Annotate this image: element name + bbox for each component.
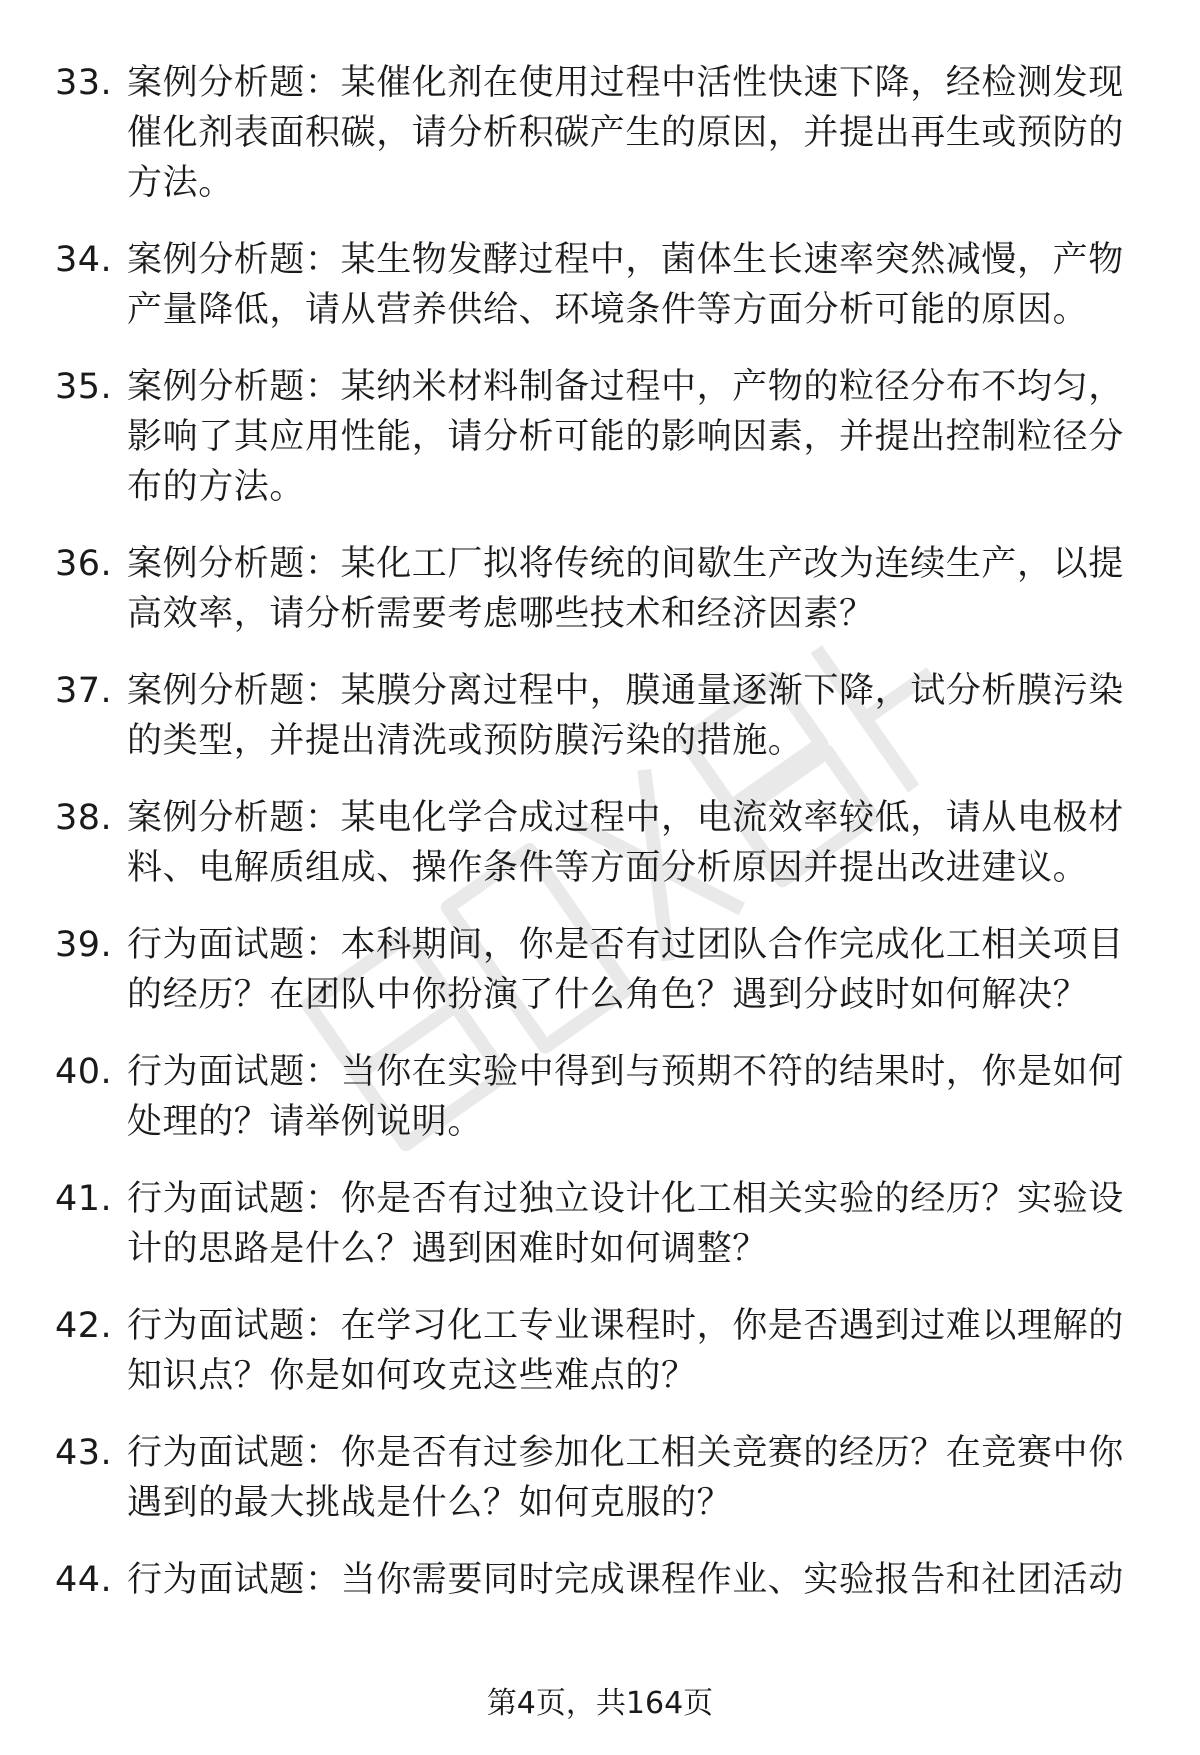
question-number: 44. (55, 1560, 113, 1600)
list-item (55, 666, 1145, 766)
list-item (55, 1555, 1145, 1605)
question-text: 案例分析题：某生物发酵过程中，菌体生长速率突然减慢，产物产量降低，请从营养供给、环境条件等方面分析可能的原因。 (127, 240, 1124, 330)
page-number-footer: 第4页，共164页 (486, 1686, 714, 1721)
question-text: 行为面试题：当你在实验中得到与预期不符的结果时，你是如何处理的？请举例说明。 (127, 1052, 1124, 1142)
question-number: 41. (55, 1179, 113, 1219)
list-item (55, 793, 1145, 893)
list-item (55, 235, 1145, 335)
question-text: 案例分析题：某纳米材料制备过程中，产物的粒径分布不均匀，影响了其应用性能，请分析可能的影响因素，并提出控制粒径分布的方法。 (127, 367, 1124, 507)
question-number: 37. (55, 671, 113, 711)
question-number: 42. (55, 1306, 113, 1346)
question-text: 行为面试题：在学习化工专业课程时，你是否遇到过难以理解的知识点？你是如何攻克这些难点的？ (127, 1306, 1124, 1396)
question-number: 35. (55, 367, 113, 407)
question-text: 行为面试题：当你需要同时完成课程作业、实验报告和社团活动 (127, 1560, 1124, 1600)
question-number: 33. (55, 63, 113, 103)
question-number: 40. (55, 1052, 113, 1092)
question-text: 案例分析题：某化工厂拟将传统的间歇生产改为连续生产，以提高效率，请分析需要考虑哪些技术和经济因素？ (127, 544, 1124, 634)
question-number: 39. (55, 925, 113, 965)
list-item (55, 1428, 1145, 1528)
list-item (55, 1047, 1145, 1147)
question-list (55, 58, 1145, 1632)
list-item (55, 539, 1145, 639)
question-text: 行为面试题：本科期间，你是否有过团队合作完成化工相关项目的经历？在团队中你扮演了什么角色？遇到分歧时如何解决？ (127, 925, 1124, 1015)
list-item (55, 920, 1145, 1020)
list-item (55, 1174, 1145, 1274)
question-text: 案例分析题：某催化剂在使用过程中活性快速下降，经检测发现催化剂表面积碳，请分析积碳产生的原因，并提出再生或预防的方法。 (127, 63, 1124, 203)
question-text: 案例分析题：某电化学合成过程中，电流效率较低，请从电极材料、电解质组成、操作条件等方面分析原因并提出改进建议。 (127, 798, 1124, 888)
question-number: 38. (55, 798, 113, 838)
question-number: 43. (55, 1433, 113, 1473)
question-number: 36. (55, 544, 113, 584)
question-number: 34. (55, 240, 113, 280)
list-item (55, 58, 1145, 208)
question-text: 行为面试题：你是否有过参加化工相关竞赛的经历？在竞赛中你遇到的最大挑战是什么？如何克服的？ (127, 1433, 1124, 1523)
question-text: 行为面试题：你是否有过独立设计化工相关实验的经历？实验设计的思路是什么？遇到困难时如何调整？ (127, 1179, 1124, 1269)
list-item (55, 1301, 1145, 1401)
list-item (55, 362, 1145, 512)
question-text: 案例分析题：某膜分离过程中，膜通量逐渐下降，试分析膜污染的类型，并提出清洗或预防膜污染的措施。 (127, 671, 1124, 761)
